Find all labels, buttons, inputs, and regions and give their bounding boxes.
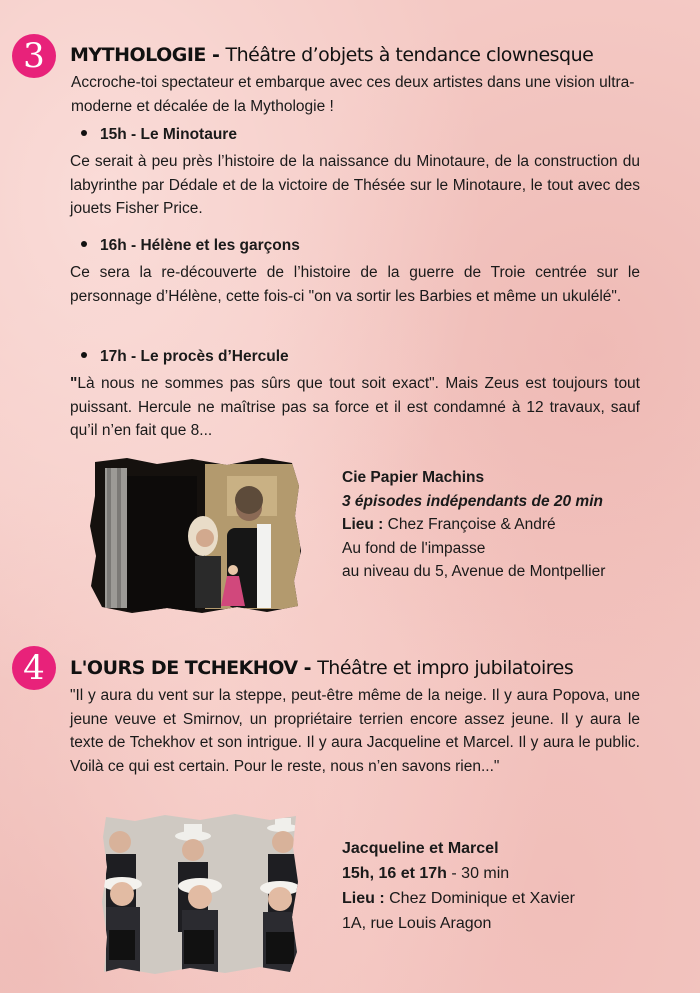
show-title: MYTHOLOGIE (70, 44, 206, 66)
performance-photo (87, 456, 302, 614)
episode-heading: 15h - Le Minotaure (81, 126, 237, 144)
title-separator: - (205, 44, 226, 66)
show-info (342, 466, 605, 584)
location-line (342, 513, 605, 537)
episode-text: Ce sera la re-découverte de l’histoire de la guerre de Troie centrée sur le personnage d’Hélène, cette fois-ci "on va sortir les Barbies et même un ukulélé". (70, 264, 640, 305)
quote-mark: " (70, 375, 78, 392)
performance-photo-art (100, 812, 300, 976)
episode-text: Ce serait à peu près l’histoire de la naissance du Minotaure, de la construction du labyrinthe par Dédale et de la victoire de Thésée sur le Minotaure, le tout avec des jouets Fisher Price. (70, 153, 640, 217)
address-line: Au fond de l'impasse (342, 539, 486, 557)
performance-photo (100, 812, 300, 976)
show-duration: - 30 min (446, 865, 510, 882)
show-title: L'OURS DE TCHEKHOV (70, 657, 298, 679)
show-times: 15h, 16 et 17h (342, 865, 447, 882)
section-title (70, 657, 573, 679)
episode-heading: 17h - Le procès d’Hercule (81, 348, 289, 366)
show-subtitle: Théâtre et impro jubilatoires (317, 657, 574, 679)
address-line: au niveau du 5, Avenue de Montpellier (342, 563, 606, 580)
location-value: Chez Dominique et Xavier (389, 890, 575, 907)
episode-text (70, 372, 640, 443)
episode-text-body: Là nous ne sommes pas sûrs que tout soit exact". Mais Zeus est toujours tout puissant. Hercule ne maîtrise pas sa force et il est condamné à 12 travaux, sauf qu’il n’en fait que 8... (70, 375, 640, 439)
location-value: Chez Françoise & André (387, 516, 556, 533)
show-times-line (342, 861, 575, 886)
section-intro: Accroche-toi spectateur et embarque avec ces deux artistes dans une vision ultra-moderne et décalée de la Mythologie ! (71, 74, 635, 115)
location-line (342, 886, 575, 911)
episode-heading: 16h - Hélène et les garçons (81, 237, 300, 255)
section-number-badge: 3 (12, 34, 56, 78)
show-info (342, 836, 575, 936)
section-number-badge: 4 (12, 646, 56, 690)
location-label: Lieu : (342, 516, 384, 533)
section-title (70, 44, 593, 66)
show-subtitle: Théâtre d’objets à tendance clownesque (225, 44, 594, 66)
company-name: Cie Papier Machins (342, 469, 485, 486)
performance-photo-art (87, 456, 302, 614)
title-separator: - (297, 657, 318, 679)
show-format: 3 épisodes indépendants de 20 min (342, 492, 603, 510)
show-quote: "Il y aura du vent sur la steppe, peut-être même de la neige. Il y aura Popova, une jeune veuve et Smirnov, un propriétaire terrien encore assez jeune. Il y aura le texte de Tchekhov et son intrigue. Il y aura Jacqueline et Marcel. Il y aura le public. Voilà ce qui est certain. Pour le reste, nous n’en savons rien..." (70, 687, 640, 775)
location-label: Lieu : (342, 890, 385, 907)
address-line: 1A, rue Louis Aragon (342, 915, 492, 932)
company-name: Jacqueline et Marcel (342, 840, 499, 857)
